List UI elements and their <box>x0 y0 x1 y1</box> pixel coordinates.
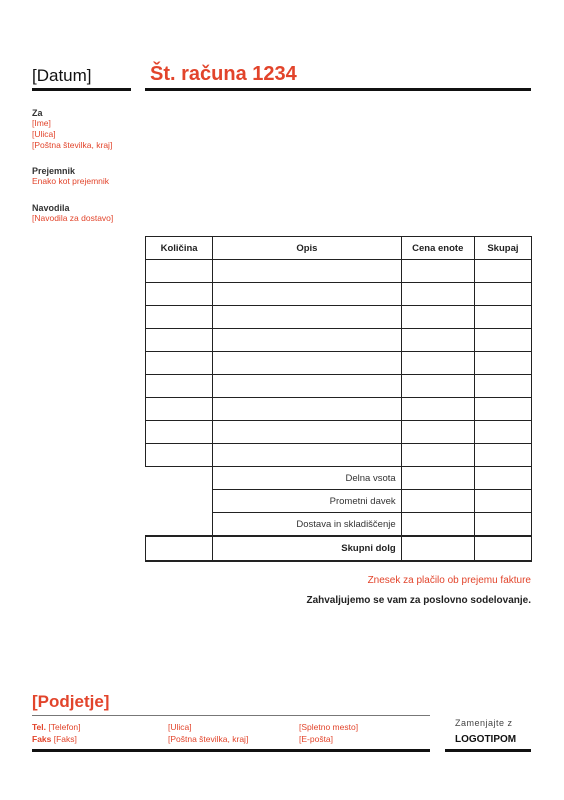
table-cell[interactable] <box>213 260 401 283</box>
table-row <box>146 283 532 306</box>
table-cell[interactable] <box>474 467 531 490</box>
instructions-value[interactable]: [Navodila za dostavo] <box>32 213 114 223</box>
table-cell <box>146 536 213 561</box>
fax-value[interactable]: [Faks] <box>53 734 77 744</box>
tel-value[interactable]: [Telefon] <box>48 722 81 732</box>
table-cell[interactable] <box>146 421 213 444</box>
table-cell[interactable] <box>474 375 531 398</box>
table-cell[interactable] <box>146 375 213 398</box>
bill-to-block <box>32 108 112 151</box>
column-header-description: Opis <box>213 237 401 260</box>
table-cell[interactable] <box>401 536 474 561</box>
table-cell[interactable] <box>146 283 213 306</box>
table-cell[interactable] <box>474 283 531 306</box>
table-cell[interactable] <box>146 260 213 283</box>
instructions-label: Navodila <box>32 203 70 213</box>
thank-you-note: Zahvaljujemo se vam za poslovno sodelovanje. <box>306 595 531 606</box>
table-cell[interactable] <box>401 490 474 513</box>
total-due-label: Skupni dolg <box>213 536 401 561</box>
table-cell <box>146 490 213 513</box>
title-underline <box>145 88 531 91</box>
logo-underline <box>445 749 531 752</box>
footer-divider <box>32 715 430 716</box>
table-cell[interactable] <box>146 352 213 375</box>
recipient-block <box>32 166 109 187</box>
table-cell[interactable] <box>213 421 401 444</box>
subtotal-label: Delna vsota <box>213 467 401 490</box>
table-header-row <box>146 237 532 260</box>
table-cell[interactable] <box>213 329 401 352</box>
instructions-block <box>32 203 113 224</box>
invoice-items-table <box>145 236 532 562</box>
table-cell[interactable] <box>474 421 531 444</box>
table-cell[interactable] <box>213 283 401 306</box>
table-cell[interactable] <box>474 329 531 352</box>
table-cell[interactable] <box>474 536 531 561</box>
table-row <box>146 375 532 398</box>
fax-label: Faks <box>32 734 52 744</box>
footer-city[interactable]: [Poštna številka, kraj] <box>168 734 249 744</box>
logo-placeholder-label[interactable]: LOGOTIPOM <box>455 734 517 745</box>
company-name[interactable]: [Podjetje] <box>32 692 110 711</box>
table-row <box>146 329 532 352</box>
table-row <box>146 444 532 467</box>
table-cell[interactable] <box>401 421 474 444</box>
table-row <box>146 260 532 283</box>
table-row <box>146 306 532 329</box>
table-cell <box>146 513 213 537</box>
footer-street[interactable]: [Ulica] <box>168 722 192 732</box>
table-cell[interactable] <box>401 306 474 329</box>
subtotal-row <box>146 467 532 490</box>
table-cell[interactable] <box>401 283 474 306</box>
table-cell[interactable] <box>401 444 474 467</box>
tel-label: Tel. <box>32 722 47 732</box>
table-cell[interactable] <box>213 375 401 398</box>
table-cell[interactable] <box>401 467 474 490</box>
table-cell <box>146 467 213 490</box>
table-cell[interactable] <box>474 513 531 537</box>
bill-to-label: Za <box>32 108 43 118</box>
table-cell[interactable] <box>474 352 531 375</box>
table-cell[interactable] <box>401 375 474 398</box>
table-cell[interactable] <box>474 306 531 329</box>
sales-tax-row <box>146 490 532 513</box>
footer-bottom-rule <box>32 749 430 752</box>
table-cell[interactable] <box>146 329 213 352</box>
footer-web <box>299 721 358 745</box>
table-cell[interactable] <box>213 306 401 329</box>
bill-to-street[interactable]: [Ulica] <box>32 129 56 139</box>
payment-terms: Znesek za plačilo ob prejemu fakture <box>367 575 531 586</box>
table-cell[interactable] <box>213 444 401 467</box>
invoice-number-title: Št. računa 1234 <box>150 63 297 85</box>
column-header-quantity: Količina <box>146 237 213 260</box>
sales-tax-label: Prometni davek <box>213 490 401 513</box>
table-cell[interactable] <box>146 306 213 329</box>
column-header-unit-price: Cena enote <box>401 237 474 260</box>
table-cell[interactable] <box>401 398 474 421</box>
invoice-date: [Datum] <box>32 66 92 85</box>
table-row <box>146 421 532 444</box>
table-cell[interactable] <box>474 444 531 467</box>
table-cell[interactable] <box>401 352 474 375</box>
table-cell[interactable] <box>474 398 531 421</box>
bill-to-city[interactable]: [Poštna številka, kraj] <box>32 140 113 150</box>
recipient-value[interactable]: Enako kot prejemnik <box>32 176 110 186</box>
logo-placeholder-text[interactable]: Zamenjajte z <box>455 718 513 728</box>
footer-email[interactable]: [E-pošta] <box>299 734 334 744</box>
table-cell[interactable] <box>146 444 213 467</box>
shipping-row <box>146 513 532 537</box>
table-row <box>146 398 532 421</box>
table-cell[interactable] <box>213 398 401 421</box>
table-cell[interactable] <box>213 352 401 375</box>
footer-address <box>168 721 248 745</box>
date-underline <box>32 88 131 91</box>
table-row <box>146 352 532 375</box>
bill-to-name[interactable]: [Ime] <box>32 118 51 128</box>
footer-contact-phone <box>32 721 81 745</box>
table-cell[interactable] <box>401 513 474 537</box>
table-cell[interactable] <box>474 260 531 283</box>
footer-website[interactable]: [Spletno mesto] <box>299 722 359 732</box>
table-cell[interactable] <box>401 329 474 352</box>
total-due-row <box>146 536 532 561</box>
table-cell[interactable] <box>474 490 531 513</box>
shipping-label: Dostava in skladiščenje <box>213 513 401 537</box>
table-cell[interactable] <box>401 260 474 283</box>
column-header-total: Skupaj <box>474 237 531 260</box>
recipient-label: Prejemnik <box>32 166 76 176</box>
table-cell[interactable] <box>146 398 213 421</box>
